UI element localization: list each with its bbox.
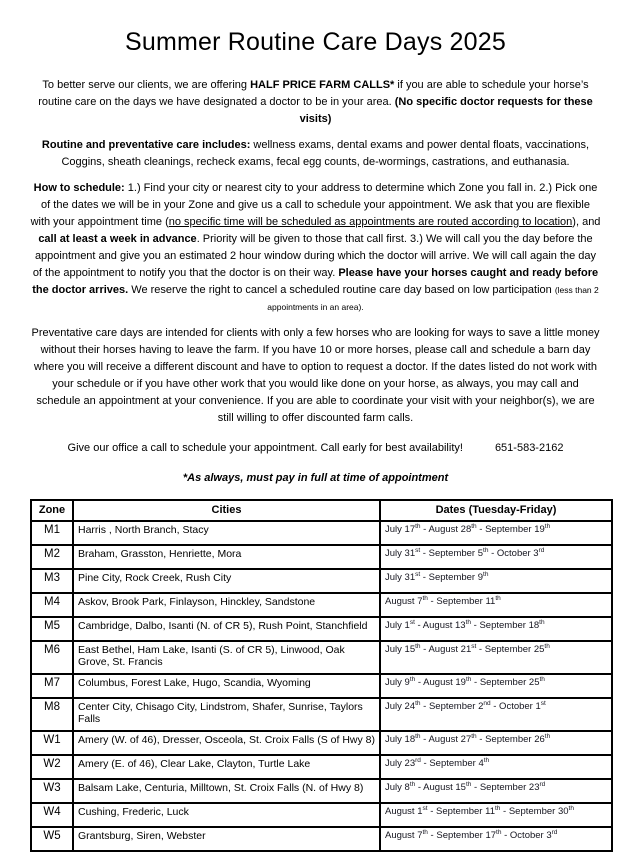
zone-cell: W4 <box>31 803 73 827</box>
cities-cell: Center City, Chisago City, Lindstrom, Shafer, Sunrise, Taylors Falls <box>73 698 380 731</box>
dates-cell: July 17th - August 28th - September 19th <box>380 521 612 545</box>
dates-cell: August 7th - September 11th <box>380 593 612 617</box>
dates-cell: July 15th - August 21st - September 25th <box>380 641 612 674</box>
text-run: call at least a week in advance <box>38 233 197 245</box>
cities-cell: Cushing, Frederic, Luck <box>73 803 380 827</box>
text-run: wellness exams, dental exams and power dental floats, vaccinations, Coggins, sheath cleanings, recheck exams, fecal egg counts, de-wormings, castrations, and euthanasia. <box>61 139 590 168</box>
schedule-table-header <box>31 500 612 521</box>
table-row-w4 <box>31 803 612 827</box>
cities-cell: East Bethel, Ham Lake, Isanti (S. of CR 5), Linwood, Oak Grove, St. Francis <box>73 641 380 674</box>
text-run: no specific time will be scheduled as appointments are routed according to location <box>168 216 573 228</box>
schedule-table <box>30 499 613 852</box>
header-dates: Dates (Tuesday-Friday) <box>380 500 612 521</box>
text-run: To better serve our clients, we are offering <box>42 79 251 91</box>
table-row-m6 <box>31 641 612 674</box>
dates-cell: July 1st - August 13th - September 18th <box>380 617 612 641</box>
payment-note: *As always, must pay in full at time of appointment <box>182 472 449 484</box>
phone-line <box>30 440 601 457</box>
cities-cell: Grantsburg, Siren, Webster <box>73 827 380 851</box>
zone-cell: W1 <box>31 731 73 755</box>
page-title: Summer Routine Care Days 2025 <box>125 28 506 56</box>
text-run: (less than 2 appointments in an area). <box>267 285 599 312</box>
text-run: Preventative care days are intended for clients with only a few horses who are looking for ways to save a little money without their horses having to leave the farm. If you have 10 or more horses, please call and schedule a barn day where you will receive a different discount and have to option to request a doctor. If the dates listed do not work with your schedule or if you have other work that you would like done on your horse, as always, you may call and schedule an appointment at your convenience. If you are able to coordinate your visit with your neighbor(s), we are still willing to offer discounted farm calls. <box>31 327 600 424</box>
cities-cell: Columbus, Forest Lake, Hugo, Scandia, Wyoming <box>73 674 380 698</box>
header-zone: Zone <box>31 500 73 521</box>
cities-cell: Amery (E. of 46), Clear Lake, Clayton, Turtle Lake <box>73 755 380 779</box>
table-row-m1 <box>31 521 612 545</box>
text-run: if you are able to schedule your horse’s routine care on the days we have designated a doctor to be in your area. <box>38 79 589 108</box>
dates-cell: July 9th - August 19th - September 25th <box>380 674 612 698</box>
zone-cell: M8 <box>31 698 73 731</box>
schedule-table-body <box>31 521 612 851</box>
cities-cell: Balsam Lake, Centuria, Milltown, St. Croix Falls (N. of Hwy 8) <box>73 779 380 803</box>
table-row-w3 <box>31 779 612 803</box>
text-run: 1.) Find your city or nearest city to your address to determine which Zone you fall in. 2.) Pick one of the dates we will be in your Zone and give us a call to schedule your appointment. We ask that you are flexible with your appointment time ( <box>30 182 598 228</box>
header-row <box>31 500 612 521</box>
text-run: ), and <box>572 216 601 228</box>
paragraph-how-to-schedule <box>30 180 601 316</box>
zone-cell: W5 <box>31 827 73 851</box>
dates-cell: July 8th - August 15th - September 23rd <box>380 779 612 803</box>
table-row-m8 <box>31 698 612 731</box>
zone-cell: M5 <box>31 617 73 641</box>
table-row-w1 <box>31 731 612 755</box>
zone-cell: M6 <box>31 641 73 674</box>
table-row-w5 <box>31 827 612 851</box>
zone-cell: M2 <box>31 545 73 569</box>
dates-cell: July 31st - September 9th <box>380 569 612 593</box>
body-paragraphs <box>30 77 601 427</box>
dates-cell: August 7th - September 17th - October 3rd <box>380 827 612 851</box>
text-run: . Priority will be given to those that call first. 3.) We will call you the day before the appointment and give you an estimated 2 hour window during which the doctor will arrive. We will call again the day of the appointment to notify you that the doctor is on their way. <box>32 233 597 279</box>
text-run: How to schedule: <box>33 182 125 194</box>
dates-cell: July 18th - August 27th - September 26th <box>380 731 612 755</box>
call-to-action-text: Give our office a call to schedule your appointment. Call early for best availability! <box>67 442 463 454</box>
table-row-m4 <box>31 593 612 617</box>
dates-cell: July 23rd - September 4th <box>380 755 612 779</box>
text-run: (No specific doctor requests for these visits) <box>299 96 593 125</box>
table-row-m3 <box>31 569 612 593</box>
paragraph-care-includes <box>30 137 601 171</box>
text-run: HALF PRICE FARM CALLS* <box>250 79 395 91</box>
table-row-m5 <box>31 617 612 641</box>
paragraph-half-price-intro <box>30 77 601 128</box>
zone-cell: W2 <box>31 755 73 779</box>
dates-cell: August 1st - September 11th - September 30th <box>380 803 612 827</box>
zone-cell: M4 <box>31 593 73 617</box>
table-row-m7 <box>31 674 612 698</box>
zone-cell: M7 <box>31 674 73 698</box>
cities-cell: Amery (W. of 46), Dresser, Osceola, St. Croix Falls (S of Hwy 8) <box>73 731 380 755</box>
phone-number: 651-583-2162 <box>494 442 564 454</box>
text-run: Routine and preventative care includes: <box>41 139 251 151</box>
paragraph-preventative-days <box>30 325 601 427</box>
cities-cell: Cambridge, Dalbo, Isanti (N. of CR 5), Rush Point, Stanchfield <box>73 617 380 641</box>
dates-cell: July 31st - September 5th - October 3rd <box>380 545 612 569</box>
cities-cell: Braham, Grasston, Henriette, Mora <box>73 545 380 569</box>
zone-cell: M3 <box>31 569 73 593</box>
cities-cell: Pine City, Rock Creek, Rush City <box>73 569 380 593</box>
zone-cell: M1 <box>31 521 73 545</box>
text-run: Please have your horses caught and ready before the doctor arrives. <box>32 267 599 296</box>
table-row-w2 <box>31 755 612 779</box>
cities-cell: Harris , North Branch, Stacy <box>73 521 380 545</box>
header-cities: Cities <box>73 500 380 521</box>
zone-cell: W3 <box>31 779 73 803</box>
text-run: We reserve the right to cancel a scheduled routine care day based on low participation <box>128 284 555 296</box>
cities-cell: Askov, Brook Park, Finlayson, Hinckley, Sandstone <box>73 593 380 617</box>
table-row-m2 <box>31 545 612 569</box>
dates-cell: July 24th - September 2nd - October 1st <box>380 698 612 731</box>
